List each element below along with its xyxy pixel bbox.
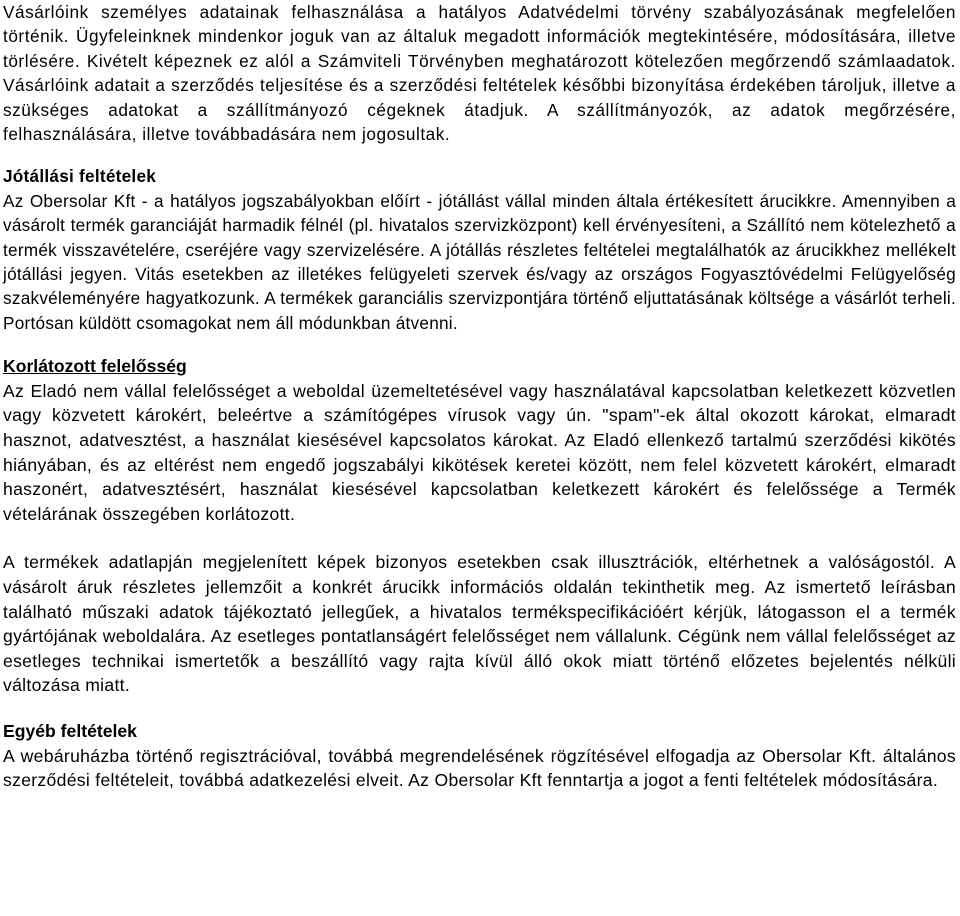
terms-document	[3, 0, 956, 793]
privacy-section	[3, 0, 956, 146]
liability-heading: Korlátozott felelősség	[3, 356, 187, 377]
liability-section	[3, 354, 956, 698]
privacy-paragraph: Vásárlóink személyes adatainak felhasználása a hatályos Adatvédelmi törvény szabályozásának megfelelően történik. Ügyfeleinknek mindenkor joguk van az általuk megadott információk megtekintésére, módosítására, illetve törlésére. Kivételt képeznek ez alól a Számviteli Törvényben meghatározott kötelezően megőrzendő számlaadatok. Vásárlóink adatait a szerződés teljesítése és a szerződési feltételek későbbi bizonyítása érdekében tároljuk, illetve a szükséges adatokat a szállítmányozó cégeknek átadjuk. A szállítmányozók, az adatok megőrzésére, felhasználására, illetve továbbadására nem jogosultak.	[3, 2, 956, 145]
other-terms-heading: Egyéb feltételek	[3, 721, 137, 741]
warranty-heading: Jótállási feltételek	[3, 166, 157, 187]
liability-paragraph-1: Az Eladó nem vállal felelősséget a weboldal üzemeltetésével vagy használatával kapcsolatban keletkezett közvetlen vagy közvetett károkért, beleértve a számítógépes vírusok vagy ún. "spam"-ek által okozott károkat, elmaradt hasznot, adatvesztést, a használat kiesésével kapcsolatos károkat. Az Eladó ellenkező tartalmú szerződési kikötés hiányában, és az eltérést nem engedő jogszabályi kikötések keretei között, nem felel közvetett károkért, elmaradt haszonért, adatvesztésért, használat kiesésével kapcsolatban keletkezett károkért és felelőssége a Termék vételárának összegében korlátozott.	[3, 380, 956, 524]
warranty-section	[3, 164, 956, 335]
other-terms-section	[3, 719, 956, 793]
warranty-paragraph: Az Obersolar Kft - a hatályos jogszabályokban előírt - jótállást vállal minden általa értékesített árucikkre. Amennyiben a vásárolt termék garanciáját harmadik félnél (pl. hivatalos szervizközpont) kell érvényesíteni, a Szállító nem kötelezhető a termék visszavételére, cseréjére vagy szervizelésére. A jótállás részletes feltételei megtalálhatók az árucikkhez mellékelt jótállási jegyen. Vitás esetekben az illetékes felügyeleti szervek és/vagy az országos Fogyasztóvédelmi Felügyelőség szakvéleményére hagyatkozunk. A termékek garanciális szervizpontjára történő eljuttatásának költsége a vásárlót terheli. Portósan küldött csomagokat nem áll módunkban átvenni.	[3, 190, 956, 333]
other-terms-paragraph: A webáruházba történő regisztrációval, továbbá megrendelésének rögzítésével elfogadja az Obersolar Kft. általános szerződési feltételeit, továbbá adatkezelési elveit. Az Obersolar Kft fenntartja a jogot a fenti feltételek módosítására.	[3, 745, 956, 791]
liability-paragraph-2: A termékek adatlapján megjelenített képek bizonyos esetekben csak illusztrációk, eltérhetnek a valóságostól. A vásárolt áruk részletes jellemzőit a konkrét árucikk információs oldalán tekinthetik meg. Az ismertető leírásban található műszaki adatok tájékoztató jellegűek, a hivatalos termékspecifikációért kérjük, látogasson el a termék gyártójának weboldalára. Az esetleges pontatlanságért felelősséget nem vállalunk. Cégünk nem vállal felelősséget az esetleges technikai ismertetők a beszállító vagy rajta kívül álló okok miatt történő előzetes bejelentés nélküli változása miatt.	[3, 552, 956, 696]
